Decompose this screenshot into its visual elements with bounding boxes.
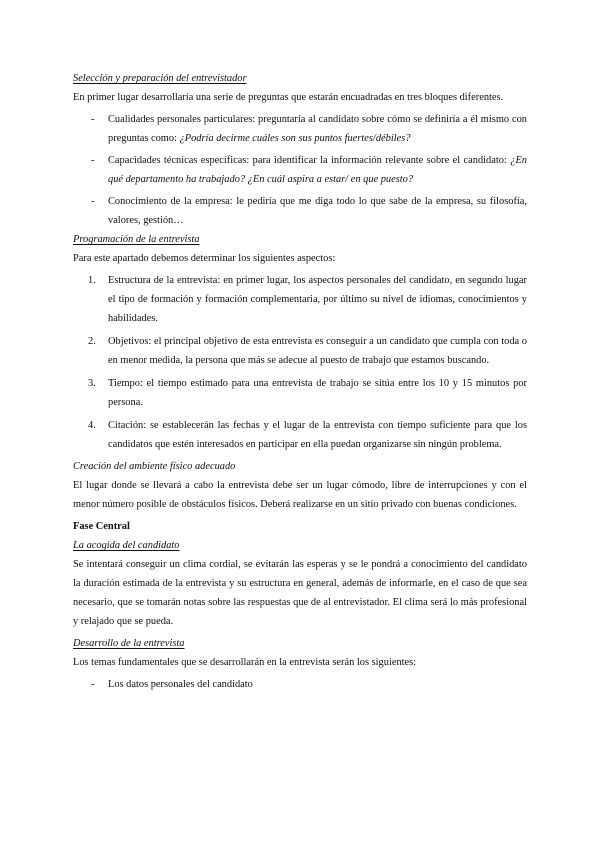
- dash-marker: -: [91, 196, 95, 207]
- list-item: [73, 675, 527, 694]
- dash-marker: -: [91, 114, 95, 125]
- section-intro-desarrollo: Los temas fundamentales que se desarrollarán en la entrevista serán los siguientes:: [73, 657, 417, 668]
- section-text-ambiente: El lugar donde se llevará a cabo la entrevista debe ser un lugar cómodo, libre de interrupciones y con el menor número posible de obstáculos físicos. Deberá realizarse en un sitio privado con buenas condiciones.: [73, 480, 527, 510]
- list-item-italic-question: ¿Podría decirme cuáles son sus puntos fuertes/débiles?: [179, 133, 411, 144]
- list-item-text: Los datos personales del candidato: [108, 679, 253, 690]
- section-heading-programacion: Programación de la entrevista: [73, 234, 200, 245]
- section-intro-programacion: Para este apartado debemos determinar los siguientes aspectos:: [73, 253, 336, 264]
- list-item: [73, 374, 527, 412]
- number-marker: 3.: [88, 378, 96, 389]
- section-heading-acogida: La acogida del candidato: [73, 540, 180, 551]
- number-marker: 4.: [88, 420, 96, 431]
- list-item: [73, 332, 527, 370]
- dash-marker: -: [91, 679, 95, 690]
- number-marker: 2.: [88, 336, 96, 347]
- list-item-text: Estructura de la entrevista: en primer lugar, los aspectos personales del candidato, en segundo lugar el tipo de formación y formación complementaria, por último su nivel de idiomas, conocimientos y habilidades.: [108, 275, 527, 324]
- list-item: [73, 151, 527, 189]
- phase-heading: Fase Central: [73, 521, 130, 532]
- list-item-italic-question: ¿En qué departamento ha trabajado? ¿En cuál aspira a estar/ en que puesto?: [108, 155, 527, 185]
- list-item: [73, 192, 527, 230]
- list-item: [73, 416, 527, 454]
- list-item-text: Tiempo: el tiempo estimado para una entrevista de trabajo se sitúa entre los 10 y 15 minutos por persona.: [108, 378, 527, 408]
- list-item-text: Citación: se establecerán las fechas y el lugar de la entrevista con tiempo suficiente para que los candidatos que estén interesados en participar en ella puedan organizarse sin ningún problema.: [108, 420, 527, 450]
- list-item: [73, 271, 527, 328]
- section-intro-seleccion: En primer lugar desarrollaría una serie de preguntas que estarán encuadradas en tres bloques diferentes.: [73, 92, 504, 103]
- bullet-list-bloques: [73, 110, 527, 230]
- list-item: [73, 110, 527, 148]
- number-marker: 1.: [88, 275, 96, 286]
- section-text-acogida: Se intentará conseguir un clima cordial, se evitarán las esperas y se le pondrá a conocimiento del candidato la duración estimada de la entrevista y su estructura en general, además de informarle, en el caso de que sea necesario, que se tomarán notas sobre las respuestas que de al entrevistador. El clima será lo más profesional y relajado que se pueda.: [73, 559, 527, 627]
- bullet-list-temas: [73, 675, 527, 694]
- list-item-text: Capacidades técnicas específicas: para identificar la información relevante sobre el candidato:: [108, 155, 511, 166]
- section-heading-ambiente: Creación del ambiente físico adecuado: [73, 461, 236, 472]
- numbered-list-aspectos: [73, 271, 527, 454]
- dash-marker: -: [91, 155, 95, 166]
- section-heading-seleccion: Selección y preparación del entrevistador: [73, 73, 247, 84]
- list-item-text: Cualidades personales particulares: preguntaría al candidato sobre cómo se definiría a él mismo con preguntas como:: [108, 114, 527, 144]
- section-heading-desarrollo: Desarrollo de la entrevista: [73, 638, 185, 649]
- list-item-text: Objetivos: el principal objetivo de esta entrevista es conseguir a un candidato que cumpla con toda o en menor medida, la persona que más se adecue al puesto de trabajo que estamos buscando.: [108, 336, 527, 366]
- list-item-text: Conocimiento de la empresa: le pediría que me diga todo lo que sabe de la empresa, su filosofía, valores, gestión…: [108, 196, 527, 226]
